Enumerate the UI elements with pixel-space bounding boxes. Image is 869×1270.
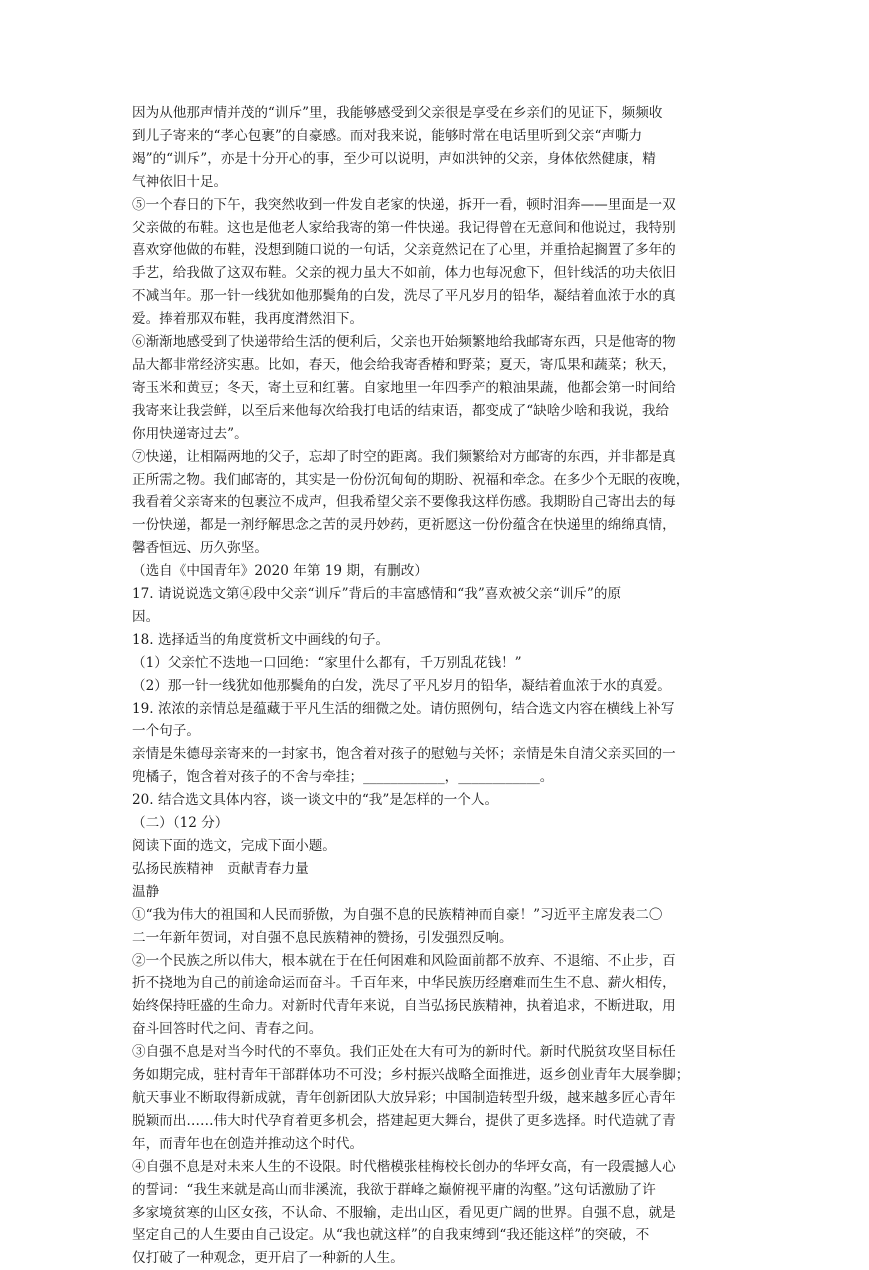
text-line: 折不挠地为自己的前途命运而奋斗。千百年来，中华民族历经磨难而生生不息、薪火相传，: [132, 975, 676, 992]
text-line: ⑦快递，让相隔两地的父子，忘却了时空的距离。我们频繁给对方邮寄的东西，并非都是真: [132, 448, 676, 465]
text-line: （1）父亲忙不迭地一口回绝：“家里什么都有，千万别乱花钱！”: [132, 654, 522, 671]
text-line: 气神依旧十足。: [132, 173, 228, 190]
text-line: 亲情是朱德母亲寄来的一封家书，饱含着对孩子的慰勉与关怀；亲情是朱自清父亲买回的一: [132, 746, 676, 763]
text-line: （2）那一针一线犹如他那鬓角的白发，洗尽了平凡岁月的铅华，凝结着血浓于水的真爱。: [132, 677, 671, 694]
text-line: 我看着父亲寄来的包裹泣不成声，但我希望父亲不要像我这样伤感。我期盼自己寄出去的每: [132, 494, 676, 511]
text-line: 的誓词：“我生来就是高山而非溪流，我欲于群峰之巅俯视平庸的沟壑。”这句话激励了许: [132, 1181, 656, 1198]
text-line: 始终保持旺盛的生命力。对新时代青年来说，自当弘扬民族精神，执着追求，不断进取，用: [132, 998, 676, 1015]
text-line: 因。: [132, 608, 160, 625]
text-line: ⑥渐渐地感受到了快递带给生活的便利后，父亲也开始频繁地给我邮寄东西，只是他寄的物: [132, 334, 676, 351]
text-line: 不减当年。那一针一线犹如他那鬓角的白发，洗尽了平凡岁月的铅华，凝结着血浓于水的真: [132, 288, 676, 305]
text-line: ③自强不息是对当今时代的不辜负。我们正处在大有可为的新时代。新时代脱贫攻坚目标任: [132, 1044, 676, 1061]
text-line: 弘扬民族精神 贡献青春力量: [132, 860, 309, 877]
text-line: 阅读下面的选文，完成下面小题。: [132, 838, 336, 854]
text-line: 到儿子寄来的“孝心包裹”的自豪感。而对我来说，能够时常在电话里听到父亲“声嘶力: [132, 127, 643, 144]
text-line: 品大都非常经济实惠。比如，春天，他会给我寄香椿和野菜；夏天，寄瓜果和蔬菜；秋天，: [132, 356, 676, 373]
text-line: 多家境贫寒的山区女孩，不认命、不服输，走出山区，看见更广阔的世界。自强不息，就是: [132, 1204, 676, 1221]
text-line: 20. 结合选文具体内容，谈一谈文中的“我”是怎样的一个人。: [132, 792, 499, 809]
text-line: 航天事业不断取得新成就，青年创新团队大放异彩；中国制造转型升级，越来越多匠心青年: [132, 1089, 676, 1106]
text-line: ①“我为伟大的祖国和人民而骄傲，为自强不息的民族精神而自豪！”习近平主席发表二〇: [132, 906, 663, 923]
text-line: 爱。捧着那双布鞋，我再度潸然泪下。: [132, 311, 364, 328]
text-line: 务如期完成，驻村青年干部群体功不可没；乡村振兴战略全面推进，返乡创业青年大展拳脚；: [132, 1067, 690, 1084]
text-line: 19. 浓浓的亲情总是蕴藏于平凡生活的细微之处。请仿照例句，结合选文内容在横线上补写: [132, 700, 675, 717]
text-line: 正所需之物。我们邮寄的，其实是一份份沉甸甸的期盼、祝福和牵念。在多少个无眠的夜晚，: [132, 471, 690, 488]
text-line: 奋斗回答时代之问、青春之问。: [132, 1021, 323, 1038]
text-line: 年，而青年也在创造并推动这个时代。: [132, 1135, 364, 1152]
text-line: （选自《中国青年》2020 年第 19 期，有删改）: [132, 563, 428, 580]
text-line: ⑤一个春日的下午，我突然收到一件发自老家的快递，拆开一看，顿时泪奔——里面是一双: [132, 196, 676, 213]
text-line: 喜欢穿他做的布鞋，没想到随口说的一句话，父亲竟然记在了心里，并重拾起搁置了多年的: [132, 242, 676, 259]
text-line: 寄玉米和黄豆；冬天，寄土豆和红薯。自家地里一年四季产的粮油果蔬，他都会第一时间给: [132, 379, 676, 396]
text-line: ②一个民族之所以伟大，根本就在于在任何困难和风险面前都不放弃、不退缩、不止步，百: [132, 952, 676, 969]
text-line: （二）（12 分）: [132, 815, 229, 832]
text-line: 兜橘子，饱含着对孩子的不舍与牵挂；____________，____________。: [132, 769, 554, 786]
text-line: 馨香恒远、历久弥坚。: [132, 540, 268, 557]
text-line: 竭”的“训斥”，亦是十分开心的事，至少可以说明，声如洪钟的父亲，身体依然健康，精: [132, 150, 656, 167]
text-line: 你用快递寄过去”。: [132, 425, 248, 442]
text-line: 18. 选择适当的角度赏析文中画线的句子。: [132, 631, 390, 648]
text-line: ④自强不息是对未来人生的不设限。时代楷模张桂梅校长创办的华坪女高，有一段震撼人心: [132, 1158, 676, 1175]
text-line: 脱颖而出……伟大时代孕育着更多机会，搭建起更大舞台，提供了更多选择。时代造就了青: [132, 1112, 676, 1129]
text-line: 一份快递，都是一剂纾解思念之苦的灵丹妙药，更祈愿这一份份蕴含在快递里的绵绵真情，: [132, 517, 676, 534]
text-line: 我寄来让我尝鲜，以至后来他每次给我打电话的结束语，都变成了“缺啥少啥和我说，我给: [132, 402, 670, 419]
text-line: 手艺，给我做了这双布鞋。父亲的视力虽大不如前，体力也每况愈下，但针线活的功夫依旧: [132, 265, 676, 282]
document-page: [132, 102, 742, 1270]
text-line: 二一年新年贺词，对自强不息民族精神的赞扬，引发强烈反响。: [132, 929, 513, 946]
text-line: 仅打破了一种观念，更开启了一种新的人生。: [132, 1250, 404, 1267]
text-line: 17. 请说说选文第④段中父亲“训斥”背后的丰富感情和“我”喜欢被父亲“训斥”的原: [132, 586, 622, 603]
text-line: 坚定自己的人生要由自己设定。从“我也就这样”的自我束缚到“我还能这样”的突破，不: [132, 1227, 650, 1244]
text-line: 一个句子。: [132, 723, 200, 740]
text-line: 父亲做的布鞋。这也是他老人家给我寄的第一件快递。我记得曾在无意间和他说过，我特别: [132, 219, 676, 236]
text-line: 因为从他那声情并茂的“训斥”里，我能够感受到父亲很是享受在乡亲们的见证下，频频收: [132, 105, 663, 121]
text-line: 温静: [132, 883, 160, 900]
